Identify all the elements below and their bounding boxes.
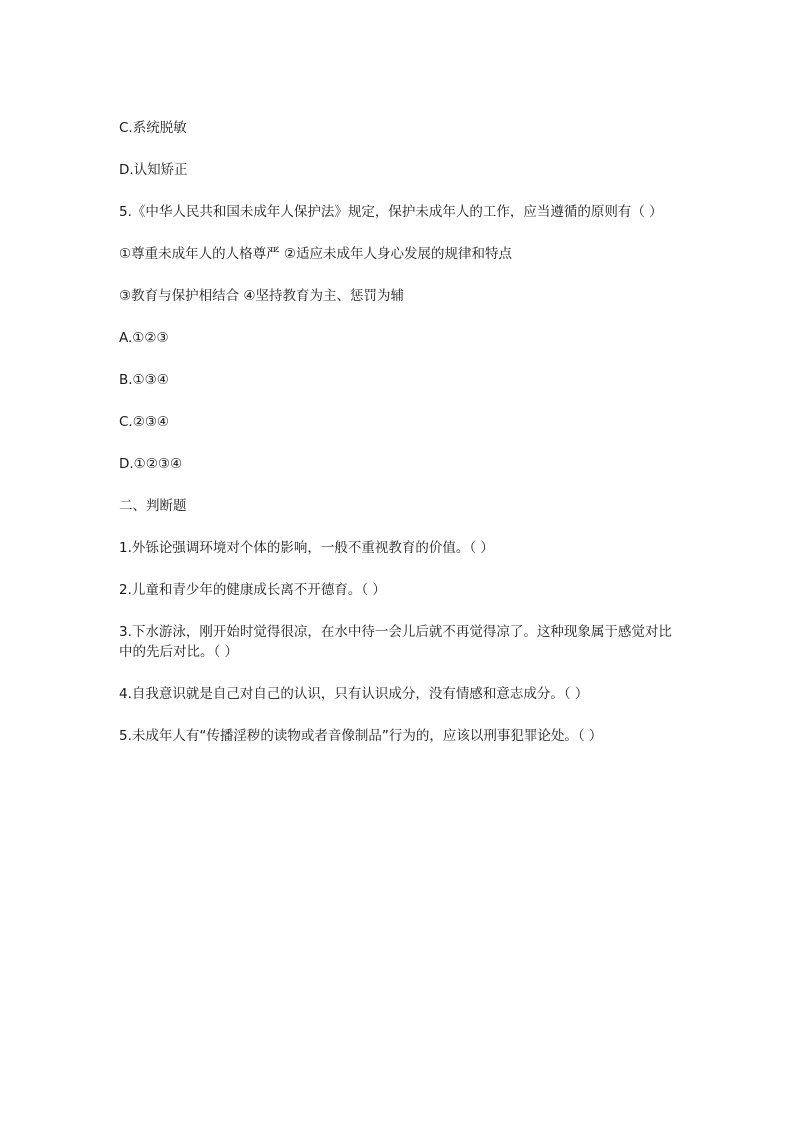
document-content: [119, 118, 679, 768]
question-5-option-c: C.②③④: [119, 414, 170, 430]
question-5-stem: 5.《中华人民共和国未成年人保护法》规定，保护未成年人的工作，应当遵循的原则有（ ）: [119, 204, 663, 220]
option-c-previous-question: C.系统脱敏: [119, 120, 187, 136]
section-heading-true-false: 二、判断题: [119, 498, 187, 514]
true-false-question-5: 5.未成年人有“传播淫秽的读物或者音像制品”行为的，应该以刑事犯罪论处。（ ）: [119, 728, 603, 744]
true-false-question-2: 2.儿童和青少年的健康成长离不开德育。（ ）: [119, 582, 386, 598]
question-5-statements-1-2: ①尊重未成年人的人格尊严 ②适应未成年人身心发展的规律和特点: [119, 246, 512, 262]
option-d-previous-question: D.认知矫正: [119, 162, 188, 178]
question-5-option-a: A.①②③: [119, 330, 169, 346]
question-5-statements-3-4: ③教育与保护相结合 ④坚持教育为主、惩罚为辅: [119, 288, 404, 304]
true-false-question-4: 4.自我意识就是自己对自己的认识，只有认识成分，没有情感和意志成分。（ ）: [119, 686, 589, 702]
question-5-option-d: D.①②③④: [119, 456, 183, 472]
true-false-question-3: 3.下水游泳，刚开始时觉得很凉，在水中待一会儿后就不再觉得凉了。这种现象属于感觉对比中的先后对比。（ ）: [119, 624, 672, 660]
true-false-question-1: 1.外铄论强调环境对个体的影响，一般不重视教育的价值。（ ）: [119, 540, 494, 556]
question-5-option-b: B.①③④: [119, 372, 169, 388]
